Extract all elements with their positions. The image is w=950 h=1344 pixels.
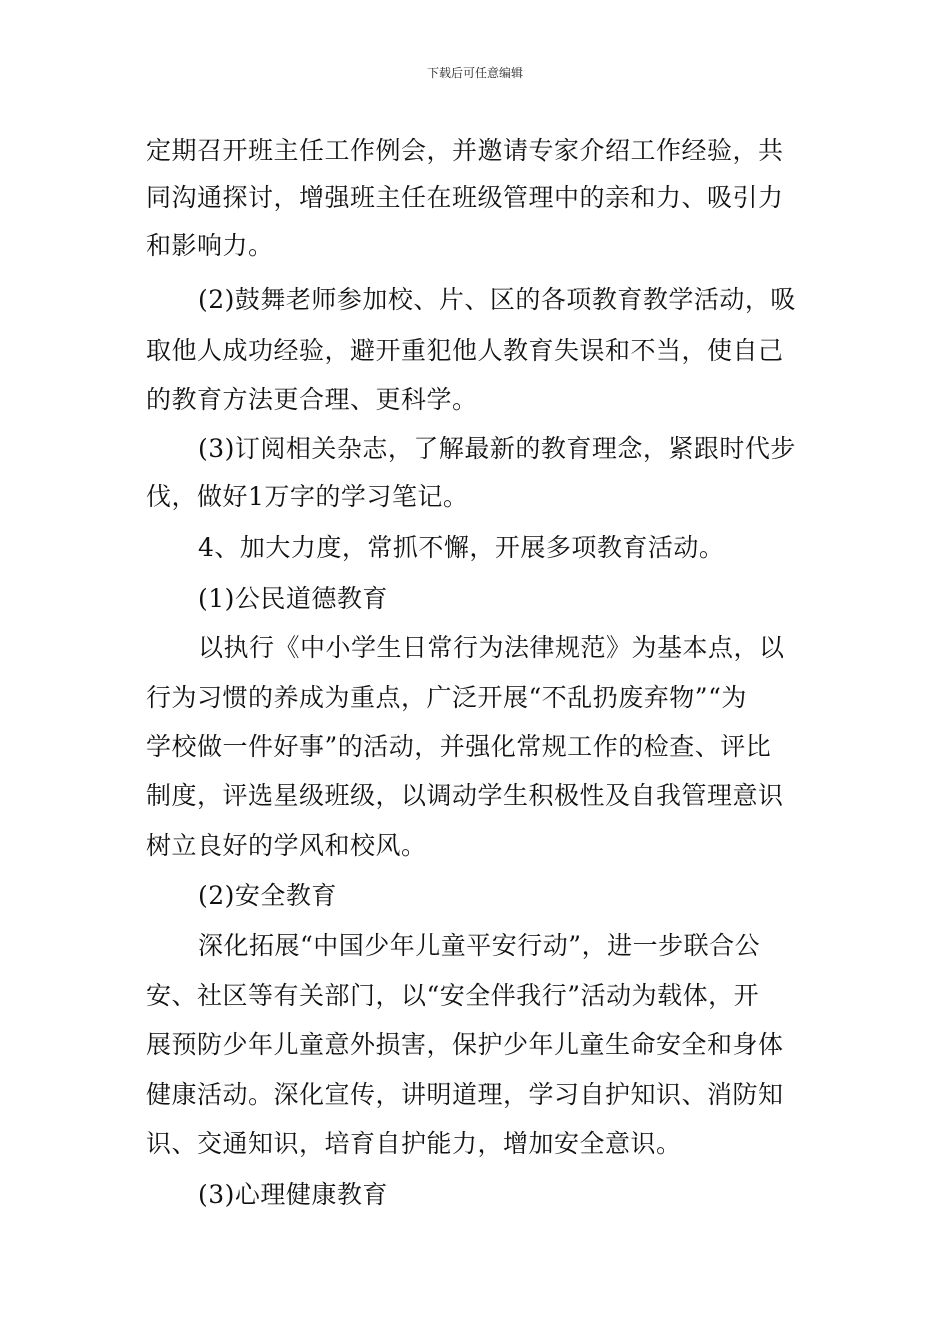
text-line: (3)心理健康教育 [198,1180,388,1209]
text-line: 深化拓展“中国少年儿童平安行动”，进一步联合公 [198,931,761,960]
text-line: (1)公民道德教育 [198,584,388,613]
text-line: (2)鼓舞老师参加校、片、区的各项教育教学活动，吸 [198,285,796,314]
text-line: 同沟通探讨，增强班主任在班级管理中的亲和力、吸引力 [146,183,784,212]
text-line: 树立良好的学风和校风。 [146,831,427,860]
text-line: (2)安全教育 [198,881,337,910]
text-line: 取他人成功经验，避开重犯他人教育失误和不当，使自己 [146,336,784,365]
text-line: 健康活动。深化宣传，讲明道理，学习自护知识、消防知 [146,1080,784,1109]
page-header-note: 下载后可任意编辑 [426,66,523,80]
text-line: 展预防少年儿童意外损害，保护少年儿童生命安全和身体 [146,1030,784,1059]
text-line: 定期召开班主任工作例会，并邀请专家介绍工作经验，共 [146,136,784,165]
text-line: 行为习惯的养成为重点，广泛开展“不乱扔废弃物”“为 [146,683,747,712]
text-line: 学校做一件好事”的活动，并强化常规工作的检查、评比 [146,732,772,761]
text-line: 的教育方法更合理、更科学。 [146,385,478,414]
text-line: 识、交通知识，培育自护能力，增加安全意识。 [146,1129,682,1158]
text-line: (3)订阅相关杂志，了解最新的教育理念，紧跟时代步 [198,434,796,463]
text-line: 以执行《中小学生日常行为法律规范》为基本点，以 [198,633,785,662]
text-line: 伐，做好1万字的学习笔记。 [146,482,469,511]
text-line: 制度，评选星级班级，以调动学生积极性及自我管理意识 [146,781,784,810]
text-line: 4、加大力度，常抓不懈，开展多项教育活动。 [198,533,725,562]
text-line: 和影响力。 [146,231,274,260]
text-line: 安、社区等有关部门，以“安全伴我行”活动为载体，开 [146,981,760,1010]
